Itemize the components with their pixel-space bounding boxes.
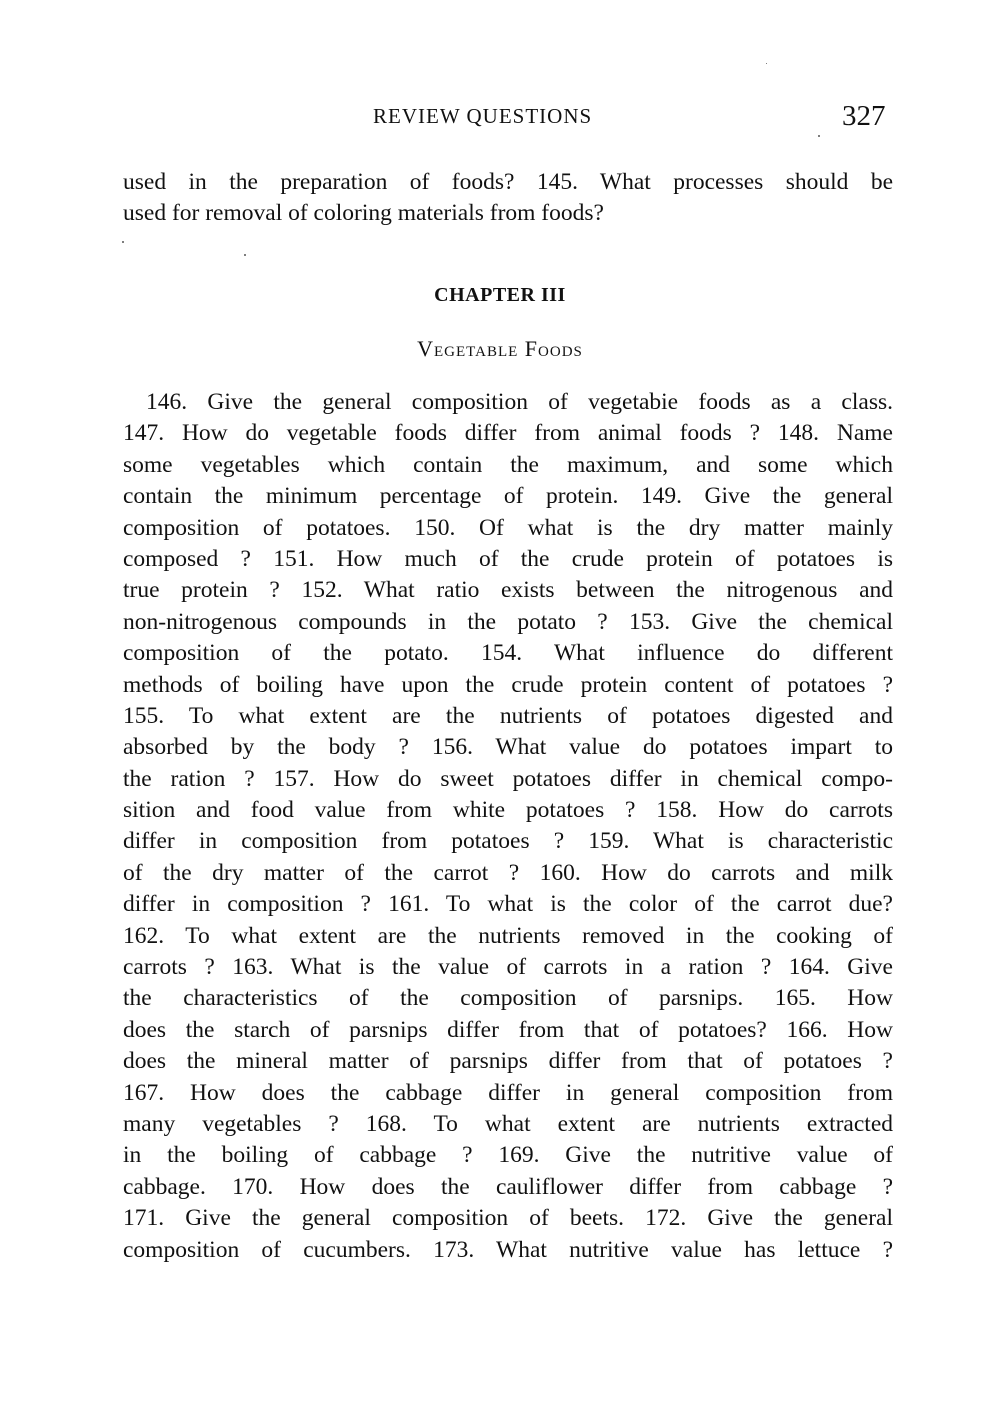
questions-paragraph xyxy=(123,387,893,1266)
text-line: contain the minimum percentage of protein. 149. Give the general xyxy=(123,483,893,510)
text-line: composition of the potato. 154. What influence do different xyxy=(123,640,893,667)
scan-speck xyxy=(244,254,246,256)
text-line: absorbed by the body ? 156. What value do potatoes impart to xyxy=(123,734,893,761)
text-line: 162. To what extent are the nutrients removed in the cooking of xyxy=(123,922,893,949)
text-line: 167. How does the cabbage differ in general composition from xyxy=(123,1079,893,1106)
running-title: REVIEW QUESTIONS xyxy=(373,104,593,128)
chapter-label: CHAPTER III xyxy=(434,284,566,306)
text-line: some vegetables which contain the maximum, and some which xyxy=(123,451,893,478)
text-line: carrots ? 163. What is the value of carrots in a ration ? 164. Give xyxy=(123,954,893,981)
scan-speck xyxy=(818,135,820,137)
text-line: true protein ? 152. What ratio exists between the nitrogenous and xyxy=(123,577,893,604)
running-head xyxy=(0,100,1000,134)
text-line: non-nitrogenous compounds in the potato ? 153. Give the chemical xyxy=(123,608,893,635)
text-line: does the starch of parsnips differ from that of potatoes? 166. How xyxy=(123,1016,893,1043)
text-line: differ in composition from potatoes ? 159. What is characteristic xyxy=(123,828,893,855)
scan-speck xyxy=(122,241,124,243)
chapter-title: Vegetable Foods xyxy=(417,336,583,361)
text-line: 171. Give the general composition of beets. 172. Give the general xyxy=(123,1205,893,1232)
text-line: 146. Give the general composition of vegetabie foods as a class. xyxy=(146,389,893,415)
text-line: used in the preparation of foods? 145. What processes should be xyxy=(123,169,893,195)
text-line: the ration ? 157. How do sweet potatoes differ in chemical compo- xyxy=(123,765,893,792)
scan-speck xyxy=(766,63,767,64)
text-line: 147. How do vegetable foods differ from animal foods ? 148. Name xyxy=(123,420,893,447)
text-line: does the mineral matter of parsnips differ from that of potatoes ? xyxy=(123,1048,893,1075)
text-line: the characteristics of the composition of parsnips. 165. How xyxy=(123,985,893,1012)
page-number: 327 xyxy=(842,100,886,132)
text-line: composition of potatoes. 150. Of what is the dry matter mainly xyxy=(123,514,893,541)
text-line: in the boiling of cabbage ? 169. Give the nutritive value of xyxy=(123,1142,893,1169)
text-line: composed ? 151. How much of the crude protein of potatoes is xyxy=(123,545,893,572)
text-line: methods of boiling have upon the crude protein content of potatoes ? xyxy=(123,671,893,698)
text-line: 155. To what extent are the nutrients of potatoes digested and xyxy=(123,702,893,729)
text-line: many vegetables ? 168. To what extent are nutrients extracted xyxy=(123,1110,893,1137)
text-line: cabbage. 170. How does the cauliflower differ from cabbage ? xyxy=(123,1173,893,1200)
text-line: used for removal of coloring materials from foods? xyxy=(123,200,604,227)
text-line: composition of cucumbers. 173. What nutritive value has lettuce ? xyxy=(123,1236,893,1263)
text-line: sition and food value from white potatoes ? 158. How do carrots xyxy=(123,797,893,824)
text-line: differ in composition ? 161. To what is the color of the carrot due? xyxy=(123,891,893,918)
text-line: of the dry matter of the carrot ? 160. How do carrots and milk xyxy=(123,859,893,886)
continuation-paragraph xyxy=(123,167,893,230)
